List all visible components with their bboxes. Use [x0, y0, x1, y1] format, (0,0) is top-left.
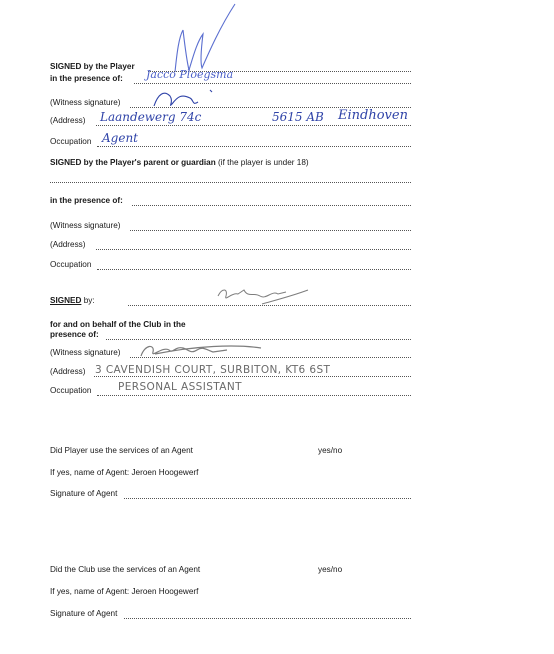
guardian-heading-bold: SIGNED by the Player's parent or guardian	[50, 158, 216, 167]
signed-by-player-label: SIGNED by the Player	[50, 62, 135, 71]
guardian-occupation-line[interactable]	[97, 269, 411, 270]
player-witness-signature	[150, 86, 230, 112]
club-signed-row	[50, 296, 95, 305]
club-address-label: (Address)	[50, 367, 86, 376]
player-occupation-label: Occupation	[50, 137, 92, 146]
player-address-line[interactable]	[96, 125, 411, 126]
player-witness-label: (Witness signature)	[50, 98, 121, 107]
club-agent-name: If yes, name of Agent: Jeroen Hoogewerf	[50, 587, 199, 596]
club-address-handwritten: 3 CAVENDISH COURT, SURBITON, KT6 6ST	[95, 364, 331, 376]
guardian-address-line[interactable]	[96, 249, 411, 250]
guardian-signature-line[interactable]	[50, 182, 411, 183]
player-agent-name: If yes, name of Agent: Jeroen Hoogewerf	[50, 468, 199, 477]
guardian-occupation-label: Occupation	[50, 260, 92, 269]
player-presence-line[interactable]	[134, 83, 411, 84]
club-occupation-label: Occupation	[50, 386, 92, 395]
club-address-line[interactable]	[94, 376, 411, 377]
player-address-handwritten-3: Eindhoven	[338, 108, 408, 123]
club-witness-signature	[135, 340, 265, 362]
guardian-presence-line[interactable]	[132, 205, 411, 206]
club-agent-yes-no[interactable]: yes/no	[318, 565, 343, 574]
guardian-heading-rest: (if the player is under 18)	[218, 158, 309, 167]
player-agent-question: Did Player use the services of an Agent	[50, 446, 193, 455]
club-occupation-line[interactable]	[97, 395, 411, 396]
player-agent-signature-line[interactable]	[124, 498, 411, 499]
player-agent-signature-label: Signature of Agent	[50, 489, 118, 498]
player-address-handwritten-2: 5615 AB	[272, 110, 324, 124]
club-agent-signature-line[interactable]	[124, 618, 411, 619]
club-agent-signature-label: Signature of Agent	[50, 609, 118, 618]
club-signed-label: SIGNED	[50, 296, 82, 305]
club-agent-question: Did the Club use the services of an Agent	[50, 565, 201, 574]
player-agent-yes-no[interactable]: yes/no	[318, 446, 343, 455]
guardian-address-label: (Address)	[50, 240, 86, 249]
club-signed-by: by:	[83, 296, 95, 305]
club-occupation-handwritten: PERSONAL ASSISTANT	[118, 381, 242, 393]
player-presence-label: in the presence of:	[50, 74, 123, 83]
club-signatory-signature	[212, 282, 312, 308]
guardian-witness-label: (Witness signature)	[50, 221, 121, 230]
player-address-handwritten-1: Laandewerg 74c	[100, 110, 202, 124]
guardian-heading	[50, 158, 309, 167]
club-on-behalf-line2: presence of:	[50, 330, 99, 339]
player-address-label: (Address)	[50, 116, 86, 125]
player-presence-handwritten: Jacco Ploegsma	[146, 68, 234, 81]
guardian-witness-line[interactable]	[130, 230, 411, 231]
player-occupation-handwritten: Agent	[102, 131, 138, 145]
player-occupation-line[interactable]	[97, 146, 411, 147]
club-witness-label: (Witness signature)	[50, 348, 121, 357]
guardian-presence-label: in the presence of:	[50, 196, 123, 205]
club-on-behalf-line1: for and on behalf of the Club in the	[50, 320, 186, 329]
